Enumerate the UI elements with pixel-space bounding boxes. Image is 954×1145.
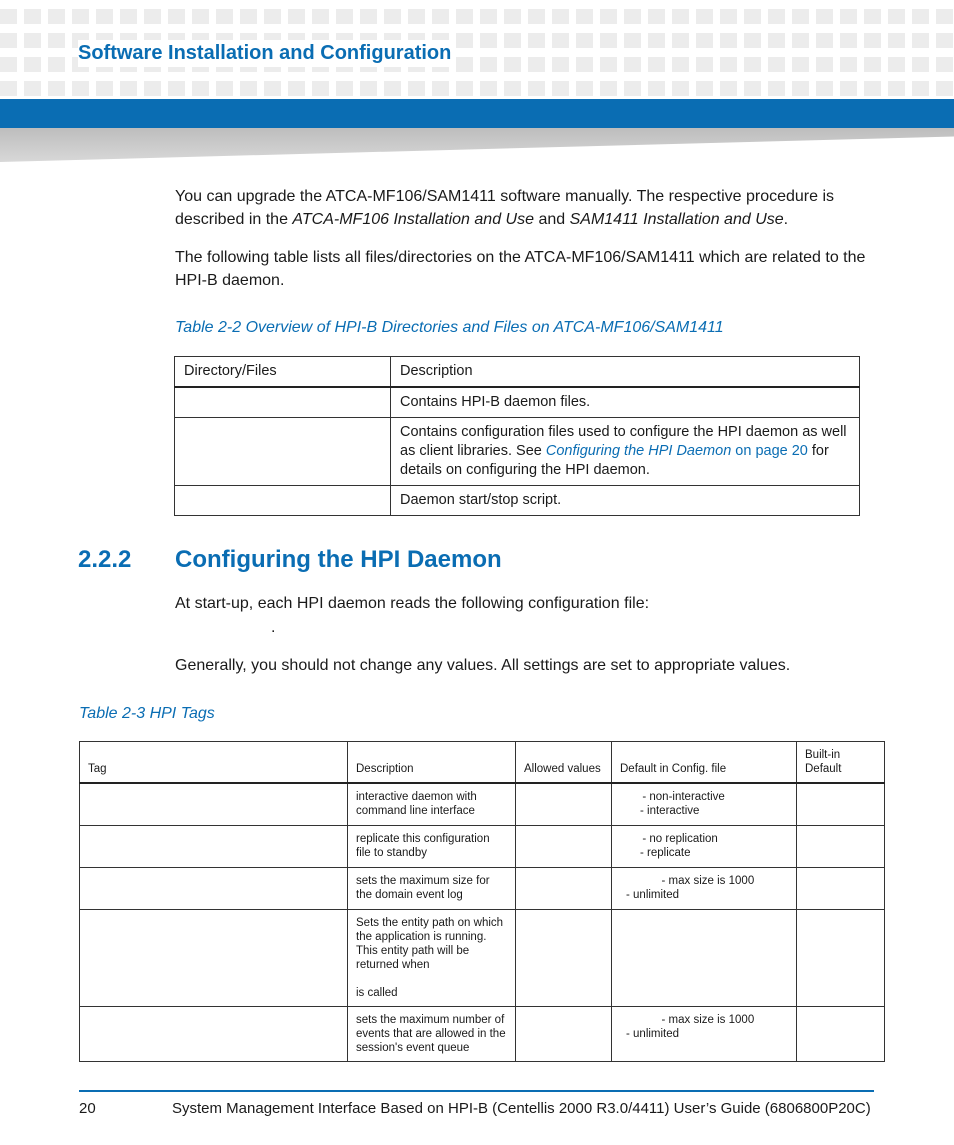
tags-table-caption: Table 2-3 HPI Tags xyxy=(79,705,215,722)
column-header: Directory/Files xyxy=(175,357,391,388)
config-paragraph: At start-up, each HPI daemon reads the following configuration file: xyxy=(175,595,650,612)
cell-allowed xyxy=(516,909,612,1006)
table-row xyxy=(175,418,860,486)
cell-builtin xyxy=(797,783,885,825)
running-header: Software Installation and Configuration xyxy=(78,40,455,67)
column-header: Description xyxy=(391,357,860,388)
table-row xyxy=(80,867,885,909)
table-row xyxy=(80,783,885,825)
table-cell-desc: Contains configuration files used to configure the HPI daemon as well as client libraries. See Configuring the HPI Daemon on page 20 for details on configuring the HPI daemon. xyxy=(391,418,860,486)
directories-table xyxy=(174,356,860,516)
cell-allowed xyxy=(516,1006,612,1061)
cell-allowed xyxy=(516,867,612,909)
cell-builtin xyxy=(797,867,885,909)
table-header-row xyxy=(80,742,885,784)
cell-tag xyxy=(80,867,348,909)
section-number: 2.2.2 xyxy=(78,546,132,573)
config-file-dot: . xyxy=(271,619,276,636)
column-header-tag: Tag xyxy=(80,742,348,784)
cell-description: interactive daemon with command line interface xyxy=(348,783,516,825)
cell-builtin xyxy=(797,825,885,867)
cell-description: replicate this configuration file to standby xyxy=(348,825,516,867)
table-cell-dir xyxy=(175,486,391,516)
cell-tag xyxy=(80,1006,348,1061)
cell-builtin xyxy=(797,909,885,1006)
cell-tag xyxy=(80,909,348,1006)
cell-default xyxy=(612,909,797,1006)
column-header-builtin: Built-in Default xyxy=(797,742,885,784)
footer-rule xyxy=(79,1090,874,1092)
table-cell-desc: Daemon start/stop script. xyxy=(391,486,860,516)
table-cell-desc: Contains HPI-B daemon files. xyxy=(391,387,860,418)
cell-default: - non-interactive - interactive xyxy=(612,783,797,825)
header-blue-bar xyxy=(0,99,954,128)
cell-allowed xyxy=(516,783,612,825)
intro-paragraph-2: The following table lists all files/directories on the ATCA-MF106/SAM1411 which are related to the HPI-B daemon. xyxy=(175,249,866,289)
footer-title: System Management Interface Based on HPI-B (Centellis 2000 R3.0/4411) User’s Guide (6806800P20C) xyxy=(172,1100,871,1117)
intro-paragraph-1: You can upgrade the ATCA-MF106/SAM1411 software manually. The respective procedure is described in the ATCA-MF106 Installation and Use and SAM1411 Installation and Use. xyxy=(175,188,835,228)
cell-builtin xyxy=(797,1006,885,1061)
cell-allowed xyxy=(516,825,612,867)
cross-reference-link[interactable]: Configuring the HPI Daemon on page 20 xyxy=(545,443,808,459)
table-row xyxy=(80,825,885,867)
cell-description: sets the maximum number of events that are allowed in the session's event queue xyxy=(348,1006,516,1061)
cell-description: Sets the entity path on which the application is running. This entity path will be returned when is called xyxy=(348,909,516,1006)
table-caption: Table 2-2 Overview of HPI-B Directories and Files on ATCA-MF106/SAM1411 xyxy=(175,319,724,336)
cell-default: - no replication - replicate xyxy=(612,825,797,867)
column-header-allowed: Allowed values xyxy=(516,742,612,784)
column-header-description: Description xyxy=(348,742,516,784)
page-number: 20 xyxy=(79,1100,96,1117)
cell-default: - max size is 1000 - unlimited xyxy=(612,1006,797,1061)
cell-description: sets the maximum size for the domain event log xyxy=(348,867,516,909)
cell-default: - max size is 1000 - unlimited xyxy=(612,867,797,909)
column-header-default: Default in Config. file xyxy=(612,742,797,784)
cell-tag xyxy=(80,825,348,867)
settings-paragraph: Generally, you should not change any values. All settings are set to appropriate values. xyxy=(175,657,791,674)
table-header-row xyxy=(175,357,860,388)
table-row xyxy=(80,909,885,1006)
header-grey-wedge xyxy=(0,128,954,162)
hpi-tags-table xyxy=(79,741,885,1062)
table-cell-dir xyxy=(175,418,391,486)
table-row xyxy=(80,1006,885,1061)
table-cell-dir xyxy=(175,387,391,418)
table-row xyxy=(175,486,860,516)
cell-tag xyxy=(80,783,348,825)
section-title: Configuring the HPI Daemon xyxy=(175,546,502,573)
table-row xyxy=(175,387,860,418)
